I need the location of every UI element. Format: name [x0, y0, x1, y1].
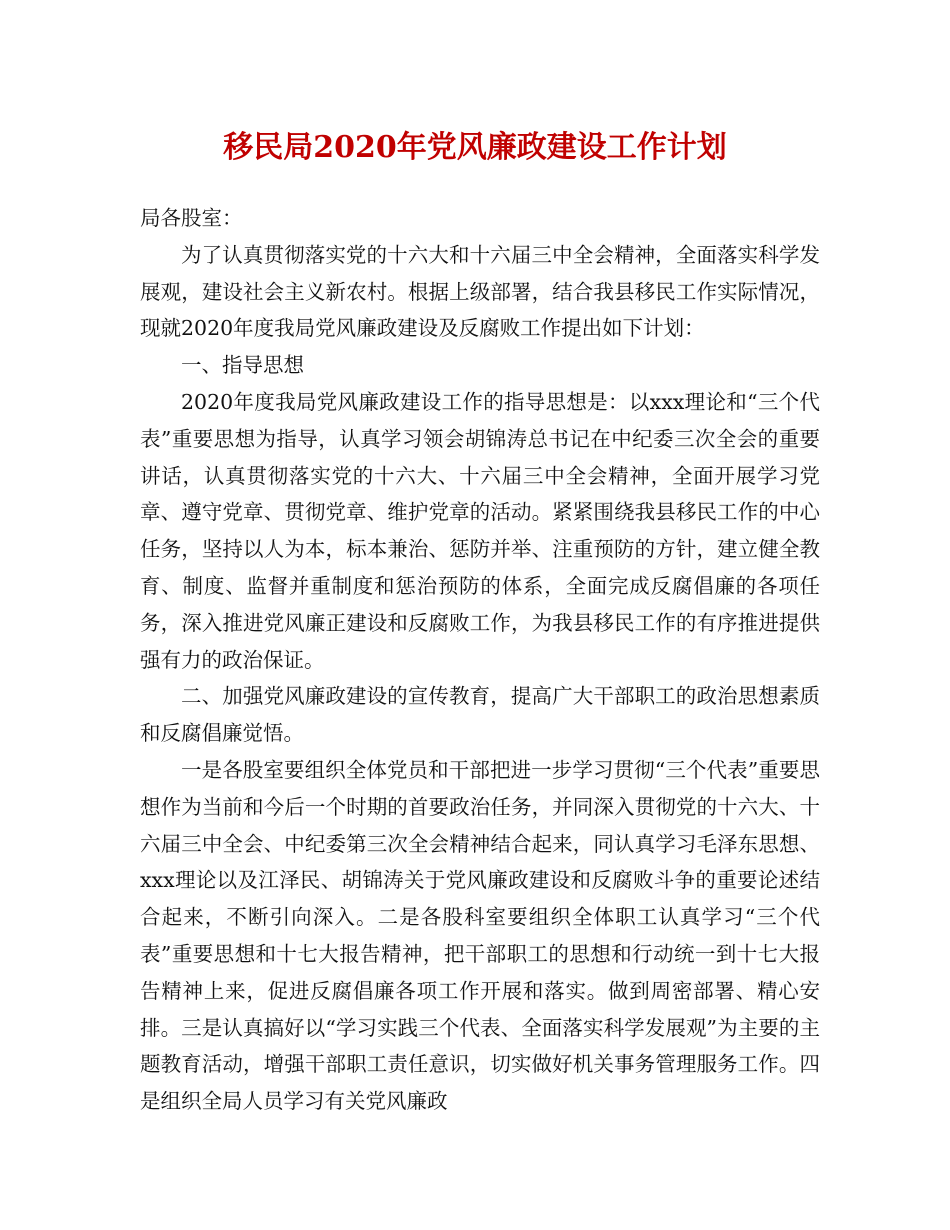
- document-body: [140, 200, 820, 1120]
- heading-guiding-ideology: 一、指导思想: [181, 353, 304, 378]
- heading-education: 二、加强党风廉政建设的宣传教育，提高广大干部职工的政治思想素质和反腐倡廉觉悟。: [140, 684, 820, 746]
- paragraph-education: 一是各股室要组织全体党员和干部把进一步学习贯彻“三个代表”重要思想作为当前和今后一个时期的首要政治任务，并同深入贯彻党的十六大、十六届三中全会、中纪委第三次全会精神结合起来，同认真学习毛泽东思想、xxx理论以及江泽民、胡锦涛关于党风廉政建设和反腐败斗争的重要论述结合起来，不断引向深入。二是各股科室要组织全体职工认真学习“三个代表”重要思想和十七大报告精神，把干部职工的思想和行动统一到十七大报告精神上来，促进反腐倡廉各项工作开展和落实。做到周密部署、精心安排。三是认真搞好以“学习实践三个代表、全面落实科学发展观”为主要的主题教育活动，增强干部职工责任意识，切实做好机关事务管理服务工作。四是组织全局人员学习有关党风廉政: [140, 757, 820, 1114]
- paragraph-guiding-ideology: 2020年度我局党风廉政建设工作的指导思想是：以xxx理论和“三个代表”重要思想为指导，认真学习领会胡锦涛总书记在中纪委三次全会的重要讲话，认真贯彻落实党的十六大、十六届三中全会精神，全面开展学习党章、遵守党章、贯彻党章、维护党章的活动。紧紧围绕我县移民工作的中心任务，坚持以人为本，标本兼治、惩防并举、注重预防的方针，建立健全教育、制度、监督并重制度和惩治预防的体系，全面完成反腐倡廉的各项任务，深入推进党风廉正建设和反腐败工作，为我县移民工作的有序推进提供强有力的政治保证。: [140, 389, 820, 672]
- paragraph-intro: 为了认真贯彻落实党的十六大和十六届三中全会精神，全面落实科学发展观，建设社会主义新农村。根据上级部署，结合我县移民工作实际情况，现就2020年度我局党风廉政建设及反腐败工作提出如下计划：: [140, 242, 820, 341]
- salutation: 局各股室：: [140, 206, 243, 230]
- document-title: 移民局2020年党风廉政建设工作计划: [223, 130, 727, 165]
